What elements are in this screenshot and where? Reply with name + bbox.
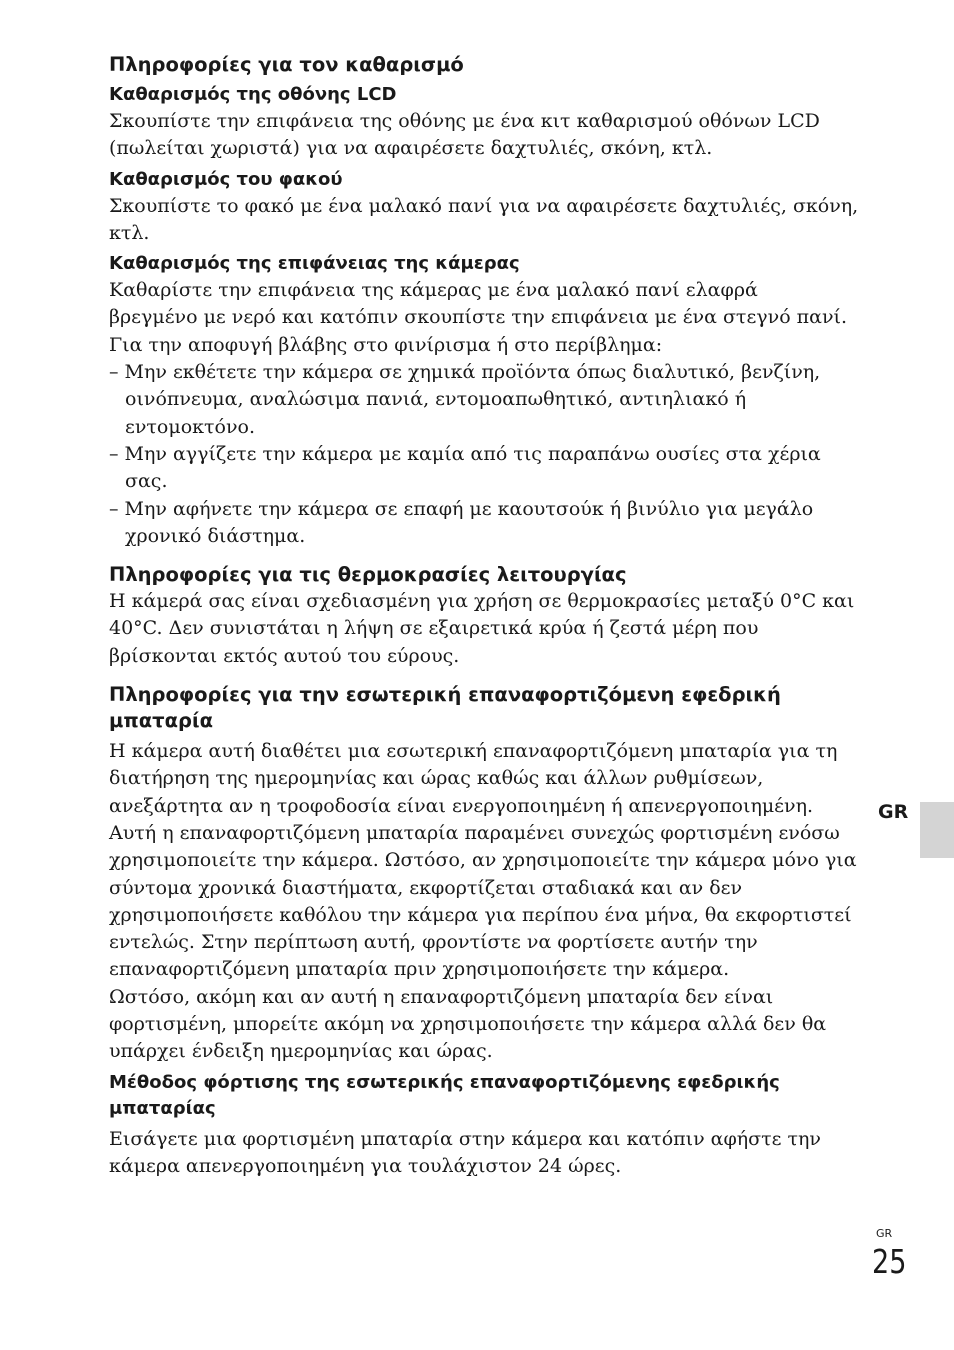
text-line: ανεξάρτητα αν η τροφοδοσία είναι ενεργοποιημένη ή απενεργοποιημένη. xyxy=(109,794,813,817)
text-line: Σκουπίστε το φακό με ένα μαλακό πανί για να αφαιρέσετε δαχτυλιές, σκόνη, xyxy=(109,194,859,217)
text-line: μπαταρία xyxy=(109,709,213,733)
text-line: 40°C. Δεν συνιστάται η λήψη σε εξαιρετικά κρύα ή ζεστά μέρη που xyxy=(109,617,759,640)
text-line: Για την αποφυγή βλάβης στο φινίρισμα ή στο περίβλημα: xyxy=(109,333,663,356)
list-item xyxy=(109,441,861,496)
text-line: χρησιμοποιήσετε καθόλου την κάμερα για περίπου ένα μήνα, θα εκφορτιστεί xyxy=(109,903,852,926)
language-tab-marker xyxy=(920,802,954,858)
subheading-battery-charging xyxy=(109,1070,861,1122)
language-tab-label: GR xyxy=(878,801,909,823)
text-line: σύντομα χρονικά διαστήματα, εκφορτίζεται σταδιακά και αν δεν xyxy=(109,876,743,899)
list-item xyxy=(109,359,861,441)
text-line: επαναφορτιζόμενη μπαταρία πριν χρησιμοποιήσετε την κάμερα. xyxy=(109,958,730,981)
text-line: σας. xyxy=(125,470,168,493)
text-line: – Μην εκθέτετε την κάμερα σε χημικά προϊόντα όπως διαλυτικό, βενζίνη, xyxy=(109,361,821,384)
text-line: οινόπνευμα, αναλώσιμα πανιά, εντομοαπωθητικό, αντιηλιακό ή xyxy=(125,388,747,411)
list-item xyxy=(109,496,861,551)
text-line: εντελώς. Στην περίπτωση αυτή, φροντίστε να φορτίσετε αυτήν την xyxy=(109,931,758,954)
footer-language-code: GR xyxy=(876,1227,893,1240)
text-line: – Μην αφήνετε την κάμερα σε επαφή με καουτσούκ ή βινύλιο για μεγάλο xyxy=(109,497,814,520)
text-line: υπάρχει ένδειξη ημερομηνίας και ώρας. xyxy=(109,1040,493,1063)
text-line: βρεγμένο με νερό και κατόπιν σκουπίστε την επιφάνεια με ένα στεγνό πανί. xyxy=(109,306,848,329)
paragraph-surface-cleaning xyxy=(109,277,861,359)
text-line: Εισάγετε μια φορτισμένη μπαταρία στην κάμερα και κατόπιν αφήστε την xyxy=(109,1127,821,1150)
text-line: Ωστόσο, ακόμη και αν αυτή η επαναφορτιζόμενη μπαταρία δεν είναι xyxy=(109,985,774,1008)
text-line: Πληροφορίες για την εσωτερική επαναφορτιζόμενη εφεδρική xyxy=(109,683,781,707)
section-title-battery xyxy=(109,682,861,734)
text-line: μπαταρίας xyxy=(109,1097,216,1119)
paragraph-battery-charging xyxy=(109,1126,861,1181)
page-number: 25 xyxy=(872,1242,907,1281)
text-line: Η κάμερα αυτή διαθέτει μια εσωτερική επαναφορτιζόμενη μπαταρία για τη xyxy=(109,740,838,763)
text-line: κτλ. xyxy=(109,221,150,244)
surface-warnings-list xyxy=(109,359,861,550)
subheading-lens-cleaning: Καθαρισμός του φακού xyxy=(109,168,343,190)
paragraph-temperature xyxy=(109,588,861,670)
text-line: Η κάμερά σας είναι σχεδιασμένη για χρήση σε θερμοκρασίες μεταξύ 0°C και xyxy=(109,590,855,613)
text-line: χρησιμοποιείτε την κάμερα. Ωστόσο, αν χρησιμοποιείτε την κάμερα μόνο για xyxy=(109,849,857,872)
paragraph-lcd-cleaning xyxy=(109,108,861,163)
paragraph-lens-cleaning xyxy=(109,193,861,248)
text-line: βρίσκονται εκτός αυτού του εύρους. xyxy=(109,644,460,667)
page-content xyxy=(109,52,861,1180)
text-line: κάμερα απενεργοποιημένη για τουλάχιστον 24 ώρες. xyxy=(109,1154,622,1177)
text-line: διατήρηση της ημερομηνίας και ώρας καθώς και άλλων ρυθμίσεων, xyxy=(109,767,764,790)
text-line: (πωλείται χωριστά) για να αφαιρέσετε δαχτυλιές, σκόνη, κτλ. xyxy=(109,137,713,160)
text-line: εντομοκτόνο. xyxy=(125,415,255,438)
text-line: φορτισμένη, μπορείτε ακόμη να χρησιμοποιήσετε την κάμερα αλλά δεν θα xyxy=(109,1013,827,1036)
section-title-cleaning: Πληροφορίες για τον καθαρισμό xyxy=(109,53,464,76)
subheading-surface-cleaning: Καθαρισμός της επιφάνειας της κάμερας xyxy=(109,253,520,275)
text-line: – Μην αγγίζετε την κάμερα με καμία από τις παραπάνω ουσίες στα χέρια xyxy=(109,442,821,465)
text-line: Μέθοδος φόρτισης της εσωτερικής επαναφορτιζόμενης εφεδρικής xyxy=(109,1071,780,1093)
text-line: Σκουπίστε την επιφάνεια της οθόνης με ένα κιτ καθαρισμού οθόνων LCD xyxy=(109,110,820,132)
paragraph-battery xyxy=(109,738,861,1066)
section-title-temperature: Πληροφορίες για τις θερμοκρασίες λειτουργίας xyxy=(109,563,627,587)
text-line: Αυτή η επαναφορτιζόμενη μπαταρία παραμένει συνεχώς φορτισμένη ενόσω xyxy=(109,821,840,844)
text-line: Καθαρίστε την επιφάνεια της κάμερας με ένα μαλακό πανί ελαφρά xyxy=(109,279,758,302)
subheading-lcd-cleaning: Καθαρισμός της οθόνης LCD xyxy=(109,84,397,105)
text-line: χρονικό διάστημα. xyxy=(125,524,306,547)
